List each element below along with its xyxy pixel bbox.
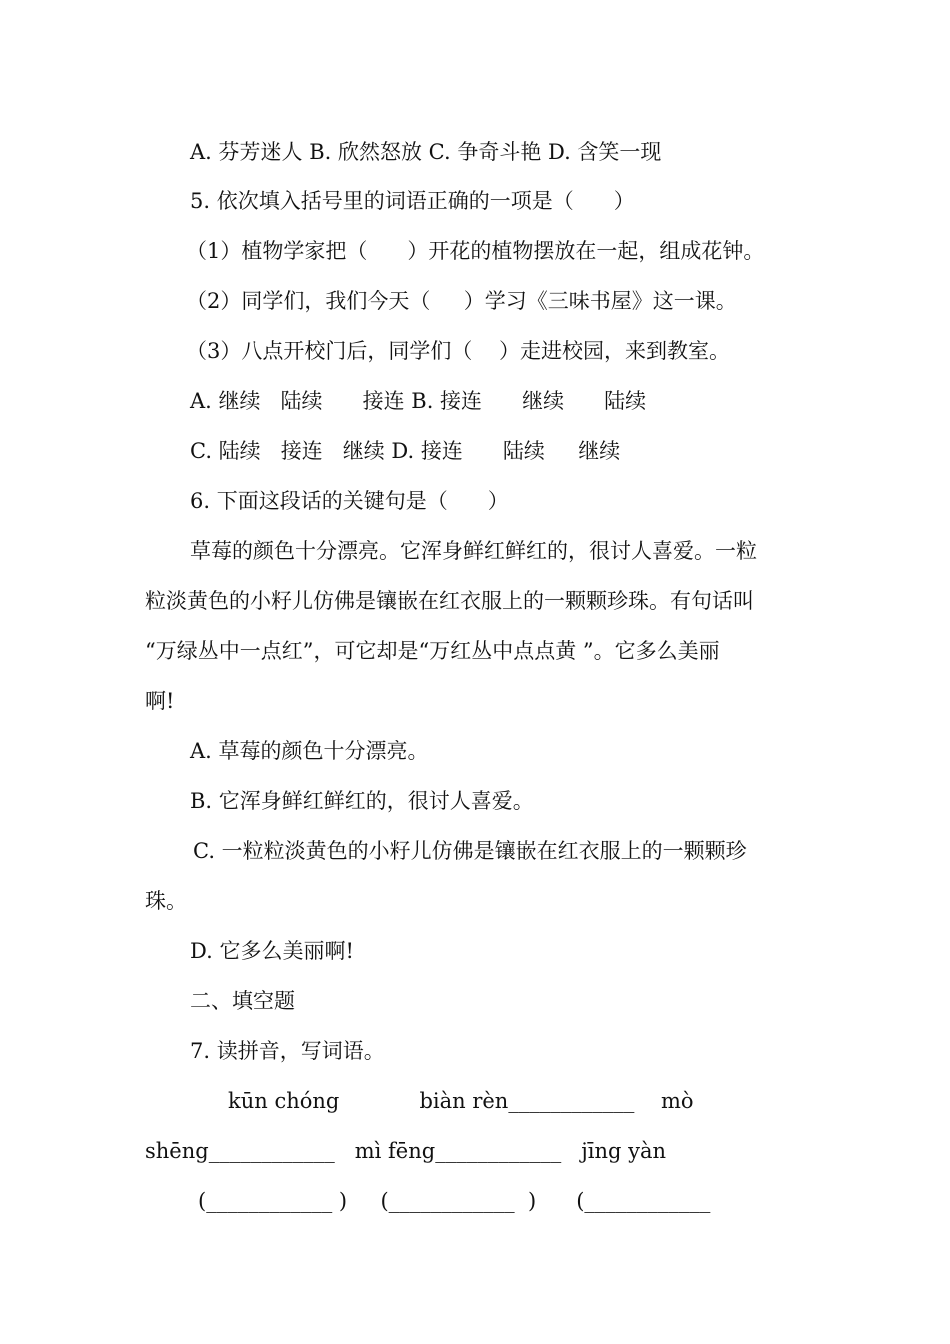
q6-passage-line-3: “万绿丛中一点红”，可它却是“万红丛中点点黄 ”。它多么美丽 xyxy=(145,639,720,663)
section-heading: 二、填空题 xyxy=(190,989,295,1013)
q4-options: A. 芬芳迷人 B. 欣然怒放 C. 争奇斗艳 D. 含笑一现 xyxy=(190,140,662,164)
q6-option-d: D. 它多么美丽啊! xyxy=(190,939,354,963)
q5-stem: 5. 依次填入括号里的词语正确的一项是（ ） xyxy=(190,189,635,213)
q6-passage-line-4: 啊! xyxy=(145,689,175,713)
q6-option-c-line-1: C. 一粒粒淡黄色的小籽儿仿佛是镶嵌在红衣服上的一颗颗珍 xyxy=(193,839,747,863)
q6-stem: 6. 下面这段话的关键句是（ ） xyxy=(190,489,509,513)
q7-answer-row: (____________ ) (____________ ) (____________ xyxy=(198,1189,711,1213)
q5-option-ab: A. 继续 陆续 接连 B. 接连 继续 陆续 xyxy=(190,389,647,413)
q7-pinyin-row-1: kūn chóng biàn rèn____________ mò xyxy=(228,1089,694,1113)
q6-passage-line-1: 草莓的颜色十分漂亮。它浑身鲜红鲜红的，很讨人喜爱。一粒 xyxy=(190,539,757,563)
q5-sentence-3: （3）八点开校门后，同学们（ ）走进校园，来到教室。 xyxy=(186,339,731,363)
q6-passage-line-2: 粒淡黄色的小籽儿仿佛是镶嵌在红衣服上的一颗颗珍珠。有句话叫 xyxy=(145,589,754,613)
q5-sentence-2: （2）同学们，我们今天（ ）学习《三味书屋》这一课。 xyxy=(186,289,737,313)
q7-stem: 7. 读拼音，写词语。 xyxy=(190,1039,385,1063)
q6-option-c-line-2: 珠。 xyxy=(145,889,187,913)
q7-pinyin-row-2: shēng____________ mì fēng____________ jīng yàn xyxy=(145,1139,667,1163)
q6-option-a: A. 草莓的颜色十分漂亮。 xyxy=(190,739,429,763)
q5-option-cd: C. 陆续 接连 继续 D. 接连 陆续 继续 xyxy=(190,439,621,463)
q5-sentence-1: （1）植物学家把（ ）开花的植物摆放在一起，组成花钟。 xyxy=(186,239,765,263)
q6-option-b: B. 它浑身鲜红鲜红的，很讨人喜爱。 xyxy=(190,789,534,813)
